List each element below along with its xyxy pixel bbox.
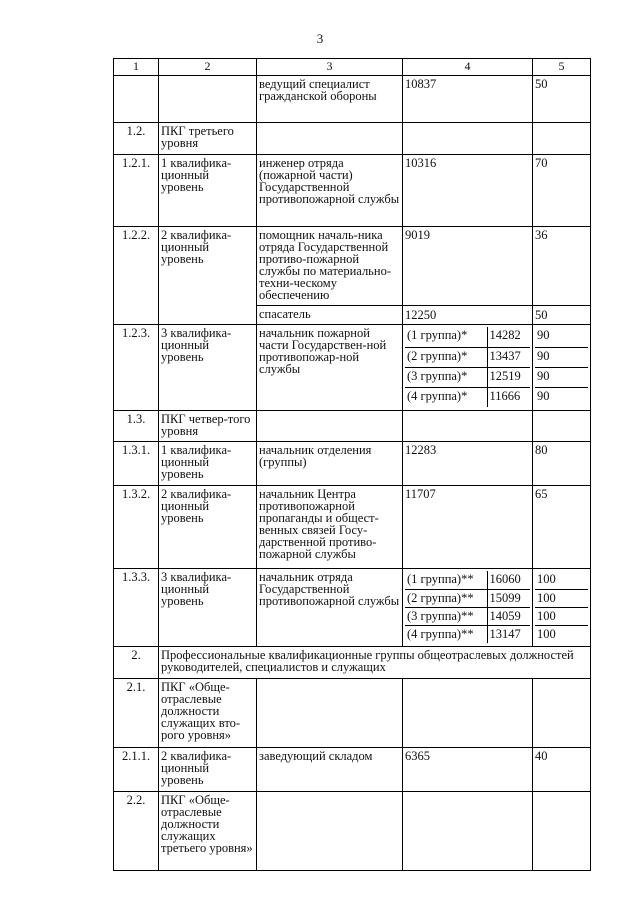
table-row	[114, 76, 591, 123]
percent-cell	[533, 123, 591, 155]
row-number: 1.2.1.	[114, 155, 159, 227]
subgroup-row	[405, 387, 530, 407]
subgroup-row	[405, 607, 530, 625]
salary-cell: 10837	[403, 76, 533, 123]
subgroup-row	[405, 589, 530, 607]
subgroup-salary: 16060	[487, 571, 530, 589]
row-number: 1.3.1.	[114, 442, 159, 486]
position-cell: заведующий складом	[257, 748, 403, 792]
group-cell: 2 квалифика-ционный уровень	[159, 486, 257, 569]
subgroup-percent: 100	[537, 626, 556, 641]
table-row	[114, 569, 591, 647]
group-cell: ПКГ четвер-того уровня	[159, 411, 257, 442]
group-cell	[159, 76, 257, 123]
subgroup-label: (1 группа)*	[405, 327, 487, 347]
subgroup-label: (4 группа)**	[405, 625, 487, 643]
table-row	[114, 442, 591, 486]
subgroup-salary: 14059	[487, 607, 530, 625]
percent-cell: 80	[533, 442, 591, 486]
subgroup-percent: 100	[535, 589, 588, 607]
salary-cell	[403, 679, 533, 748]
row-number: 1.3.	[114, 411, 159, 442]
salary-cell: 11707	[403, 486, 533, 569]
subgroup-salary: 13437	[487, 347, 530, 367]
group-cell: 3 квалифика-ционный уровень	[159, 569, 257, 647]
column-number: 5	[533, 59, 591, 76]
position-cell	[257, 679, 403, 748]
subgroup-row	[405, 327, 530, 347]
table-row	[114, 792, 591, 871]
subgroup-percent: 90	[535, 367, 588, 387]
subgroup-percent-table	[535, 327, 588, 407]
subgroup-salary: 13147	[489, 626, 521, 641]
position-cell	[257, 123, 403, 155]
percent-cell: 65	[533, 486, 591, 569]
row-number: 1.2.3.	[114, 325, 159, 411]
subgroup-percent: 90	[535, 327, 588, 347]
subgroup-salary: 15099	[487, 589, 530, 607]
percent-cell: 40	[533, 748, 591, 792]
row-number: 2.1.1.	[114, 748, 159, 792]
group-cell: 2 квалифика-ционный уровень	[159, 748, 257, 792]
subgroup-label: (2 группа)*	[405, 347, 487, 367]
salary-cell: 9019	[403, 227, 533, 306]
subgroup-salary: 11666	[489, 388, 521, 403]
subgroup-cell	[403, 325, 533, 411]
group-cell: ПКГ «Обще-отраслевые должности служащих вто-рого уровня»	[159, 679, 257, 748]
table-row	[114, 123, 591, 155]
page-number: 3	[316, 31, 324, 46]
subgroup-percent: 90	[537, 388, 550, 403]
percent-cell: 70	[533, 155, 591, 227]
row-number: 1.2.	[114, 123, 159, 155]
row-number: 1.2.2.	[114, 227, 159, 325]
position-cell: начальник отделения (группы)	[257, 442, 403, 486]
position-cell	[257, 411, 403, 442]
subgroup-percent: 100	[535, 607, 588, 625]
column-number-row	[114, 59, 591, 76]
table-row	[114, 748, 591, 792]
percent-cell: 50	[533, 306, 591, 325]
row-number	[114, 76, 159, 123]
position-cell	[257, 792, 403, 871]
row-number: 1.3.3.	[114, 569, 159, 647]
subgroup-percent: 90	[535, 347, 588, 367]
percent-cell	[533, 679, 591, 748]
position-cell: начальник отряда Государственной противопожарной службы	[257, 569, 403, 647]
section-title: Профессиональные квалификационные группы общеотраслевых должностей руководителей, специалистов и служащих	[159, 647, 591, 679]
salary-cell	[403, 123, 533, 155]
table-row	[114, 155, 591, 227]
subgroup-row	[405, 625, 530, 643]
subgroup-percent-cell	[533, 325, 591, 411]
subgroup-percent-cell	[533, 569, 591, 647]
table-row	[114, 486, 591, 569]
subgroup-label: (4 группа)*	[405, 387, 487, 407]
table-row	[114, 411, 591, 442]
row-number: 2.2.	[114, 792, 159, 871]
subgroup-cell	[403, 569, 533, 647]
salary-cell	[403, 411, 533, 442]
position-cell: инженер отряда (пожарной части) Государственной противопожарной службы	[257, 155, 403, 227]
position-cell: начальник Центра противопожарной пропаганды и общест-венных связей Госу-дарственной противо-пожарной службы	[257, 486, 403, 569]
subgroup-percent-table	[535, 571, 588, 643]
subgroup-salary: 14282	[487, 327, 530, 347]
table-row	[114, 227, 591, 306]
percent-cell	[533, 411, 591, 442]
subgroup-row	[405, 571, 530, 589]
position-cell: начальник пожарной части Государствен-ной противопожар-ной службы	[257, 325, 403, 411]
salary-cell	[403, 792, 533, 871]
subgroup-percent: 100	[535, 571, 588, 589]
subgroup-label: (2 группа)**	[405, 589, 487, 607]
table-row	[114, 647, 591, 679]
group-cell: 3 квалифика-ционный уровень	[159, 325, 257, 411]
table-row	[114, 325, 591, 411]
group-cell: 1 квалифика-ционный уровень	[159, 155, 257, 227]
subgroup-label: (3 группа)*	[405, 367, 487, 387]
row-number: 2.1.	[114, 679, 159, 748]
column-number: 4	[403, 59, 533, 76]
percent-cell: 36	[533, 227, 591, 306]
subgroup-salary: 12519	[487, 367, 530, 387]
salary-cell: 12250	[403, 306, 533, 325]
salary-cell: 12283	[403, 442, 533, 486]
table-row	[114, 679, 591, 748]
position-cell: спасатель	[257, 306, 403, 325]
subgroup-row	[405, 347, 530, 367]
position-cell: ведущий специалист гражданской обороны	[257, 76, 403, 123]
row-number: 2.	[114, 647, 159, 679]
group-cell: ПКГ «Обще-отраслевые должности служащих третьего уровня»	[159, 792, 257, 871]
group-cell: 1 квалифика-ционный уровень	[159, 442, 257, 486]
column-number: 3	[257, 59, 403, 76]
subgroup-label: (1 группа)**	[405, 571, 487, 589]
subgroup-table	[405, 327, 530, 407]
subgroup-table	[405, 571, 530, 643]
salary-cell: 10316	[403, 155, 533, 227]
percent-cell: 50	[533, 76, 591, 123]
group-cell: 2 квалифика-ционный уровень	[159, 227, 257, 325]
percent-cell	[533, 792, 591, 871]
column-number: 2	[159, 59, 257, 76]
subgroup-label: (3 группа)**	[405, 607, 487, 625]
column-number: 1	[114, 59, 159, 76]
row-number: 1.3.2.	[114, 486, 159, 569]
subgroup-row	[405, 367, 530, 387]
position-cell: помощник началь-ника отряда Государственной противо-пожарной службы по материально-техни-ческому обеспечению	[257, 227, 403, 306]
salary-cell: 6365	[403, 748, 533, 792]
group-cell: ПКГ третьего уровня	[159, 123, 257, 155]
salary-table	[113, 58, 591, 871]
